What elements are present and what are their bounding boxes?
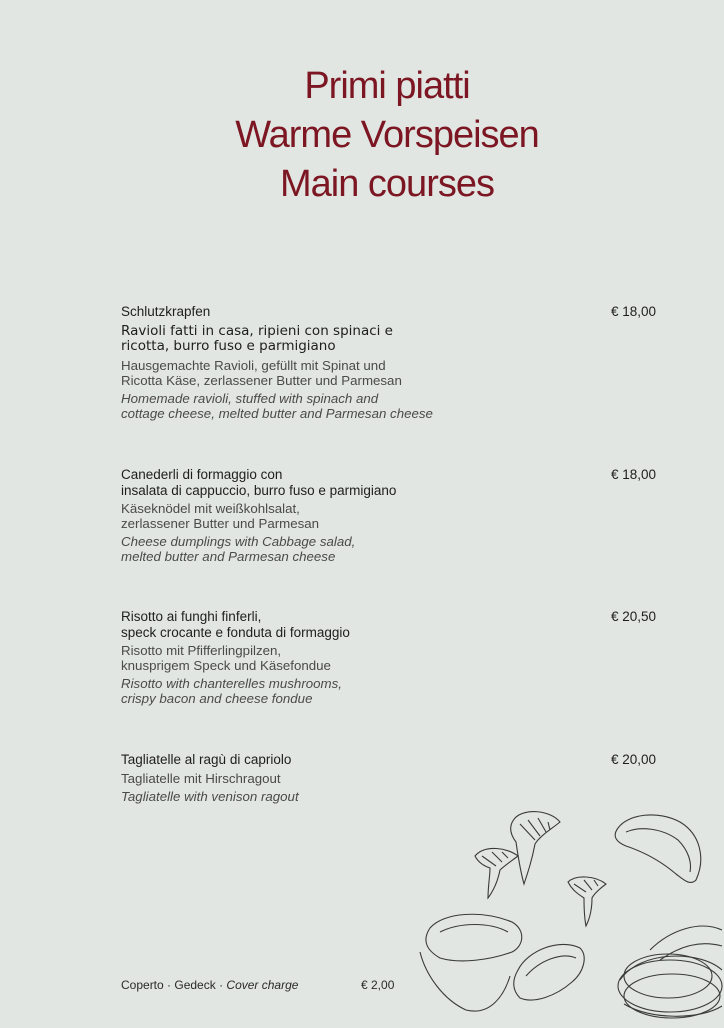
dish-desc-german: Käseknödel mit weißkohlsalat, zerlassener Butter und Parmesan <box>121 501 320 531</box>
menu-item-schlutzkrapfen <box>121 304 661 421</box>
title-italian: Primi piatti <box>304 65 470 107</box>
ravioli-icon <box>615 815 701 883</box>
cover-charge-price: € 2,00 <box>361 978 395 992</box>
cover-label-german: Gedeck <box>174 978 216 992</box>
menu-item-risotto <box>121 609 661 706</box>
dish-price: € 20,50 <box>610 609 656 624</box>
dish-desc-english: Tagliatelle with venison ragout <box>121 788 299 804</box>
menu-item-canederli <box>121 467 661 564</box>
dish-desc-german: Tagliatelle mit Hirschragout <box>121 770 281 786</box>
tagliatelle-nest-icon <box>618 926 722 1018</box>
dish-price: € 20,00 <box>610 752 656 767</box>
dish-desc-italian: Ravioli fatti in casa, ripieni con spinaci e ricotta, burro fuso e parmigiano <box>121 322 393 354</box>
chanterelle-mushroom-icon <box>511 812 560 884</box>
cover-label <box>121 978 298 992</box>
dish-desc-german: Hausgemachte Ravioli, gefüllt mit Spinat und Ricotta Käse, zerlassener Butter und Parmesan <box>121 357 402 388</box>
dish-desc-german: Risotto mit Pfifferlingpilzen, knusprigem Speck und Käsefondue <box>121 643 331 673</box>
menu-item-tagliatelle <box>121 752 661 804</box>
title-german: Warme Vorspeisen <box>235 114 539 156</box>
dish-name: Tagliatelle al ragù di capriolo <box>121 752 292 767</box>
food-illustration-svg <box>400 800 724 1024</box>
cover-label-italian: Coperto <box>121 978 164 992</box>
ravioli-icon <box>420 914 522 1011</box>
separator: · <box>163 978 175 992</box>
dish-desc-english: Homemade ravioli, stuffed with spinach and cottage cheese, melted butter and Parmesan cheese <box>121 390 433 421</box>
dish-price: € 18,00 <box>610 304 656 319</box>
chanterelle-mushroom-icon <box>568 877 606 926</box>
dish-name: Canederli di formaggio con insalata di cappuccio, burro fuso e parmigiano <box>121 467 397 498</box>
cover-label-english: Cover charge <box>226 978 299 992</box>
cover-charge-line <box>121 978 395 992</box>
dish-name: Risotto ai funghi finferli, speck crocante e fonduta di formaggio <box>121 609 350 640</box>
food-illustration <box>400 800 724 1024</box>
dish-price: € 18,00 <box>610 467 656 482</box>
dish-desc-english: Cheese dumplings with Cabbage salad, melted butter and Parmesan cheese <box>121 534 356 564</box>
ravioli-icon <box>514 944 584 1000</box>
dish-name: Schlutzkrapfen <box>121 304 211 319</box>
menu-titles <box>0 62 724 209</box>
dish-desc-english: Risotto with chanterelles mushrooms, crispy bacon and cheese fondue <box>121 676 342 706</box>
separator: · <box>215 978 227 992</box>
chanterelle-mushroom-icon <box>475 848 518 898</box>
title-english: Main courses <box>280 163 494 205</box>
